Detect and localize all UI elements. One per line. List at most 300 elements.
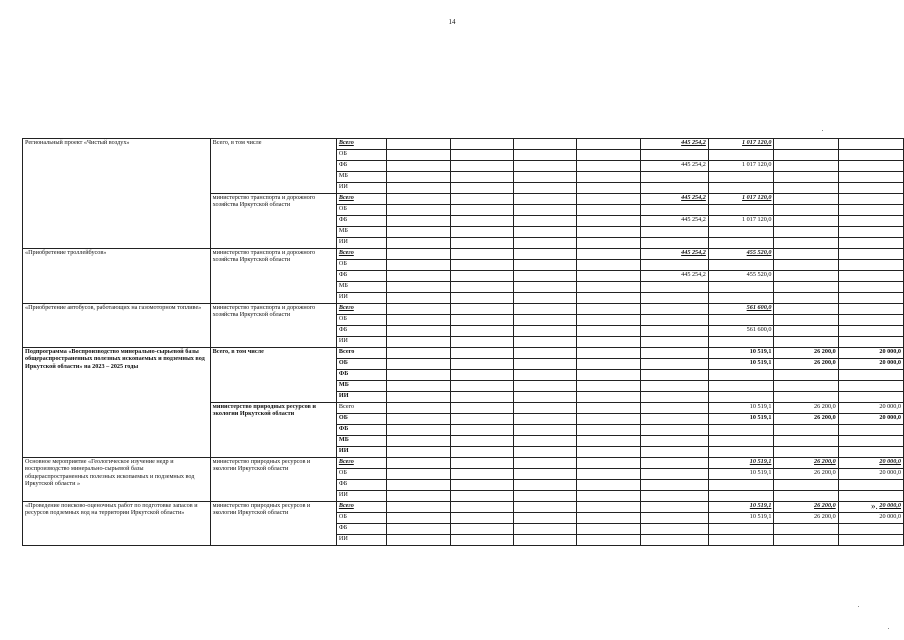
amount-cell: 10 519,1 (708, 359, 774, 370)
funding-source-cell: Всего (336, 348, 387, 359)
amount-cell: 20 000,0 (838, 403, 903, 414)
section-name-cell: Подпрограмма «Воспроизводство минерально-сырьевой базы общераспространенных полезных ископаемых и подземных вод Иркутской области» на 2023 – 2025 годы (23, 348, 211, 458)
amount-cell (450, 348, 513, 359)
amount-cell: 26 200,0 (774, 458, 838, 469)
amount-cell (450, 326, 513, 337)
amount-cell (450, 172, 513, 183)
amount-cell (708, 392, 774, 403)
amount-cell (577, 249, 640, 260)
amount-cell (514, 359, 577, 370)
amount-cell (774, 150, 838, 161)
amount-cell (387, 172, 450, 183)
amount-cell (774, 447, 838, 458)
amount-cell (514, 469, 577, 480)
amount-cell (640, 205, 708, 216)
funding-source-cell: ФБ (336, 480, 387, 491)
scan-speck (888, 628, 889, 629)
amount-cell: 26 200,0 (774, 502, 838, 513)
amount-cell (387, 447, 450, 458)
amount-cell (577, 381, 640, 392)
amount-cell (838, 337, 903, 348)
amount-cell (577, 271, 640, 282)
amount-cell (774, 293, 838, 304)
amount-cell (450, 425, 513, 436)
amount-cell (387, 348, 450, 359)
amount-cell (387, 370, 450, 381)
amount-cell: 20 000,0 (838, 469, 903, 480)
amount-cell (387, 458, 450, 469)
executor-cell: Всего, в том числе (210, 139, 336, 194)
amount-cell (838, 381, 903, 392)
funding-source-cell: МБ (336, 381, 387, 392)
amount-cell (708, 337, 774, 348)
funding-source-cell: ИИ (336, 491, 387, 502)
funding-source-cell: Всего (336, 194, 387, 205)
amount-cell (774, 139, 838, 150)
amount-cell (708, 227, 774, 238)
amount-cell (450, 469, 513, 480)
amount-cell (838, 370, 903, 381)
amount-cell (387, 227, 450, 238)
amount-cell (838, 260, 903, 271)
amount-cell (387, 216, 450, 227)
amount-cell (514, 150, 577, 161)
amount-cell (774, 260, 838, 271)
amount-cell (838, 535, 903, 546)
amount-cell (640, 359, 708, 370)
budget-table (22, 138, 904, 546)
amount-cell (640, 513, 708, 524)
funding-source-cell: ИИ (336, 337, 387, 348)
amount-cell (450, 502, 513, 513)
amount-cell (577, 205, 640, 216)
amount-cell (774, 326, 838, 337)
amount-cell (708, 293, 774, 304)
amount-cell (514, 183, 577, 194)
amount-cell (514, 403, 577, 414)
amount-cell (708, 183, 774, 194)
amount-cell (577, 524, 640, 535)
funding-source-cell: ИИ (336, 447, 387, 458)
section-name-cell: Региональный проект «Чистый воздух» (23, 139, 211, 249)
amount-cell (640, 414, 708, 425)
amount-cell (387, 502, 450, 513)
amount-cell (577, 469, 640, 480)
amount-cell (514, 227, 577, 238)
amount-cell (774, 304, 838, 315)
amount-cell: 445 254,2 (640, 271, 708, 282)
amount-cell (577, 370, 640, 381)
funding-source-cell: Всего (336, 502, 387, 513)
amount-cell (387, 337, 450, 348)
amount-cell (708, 150, 774, 161)
amount-cell (387, 139, 450, 150)
amount-cell (450, 161, 513, 172)
amount-cell (387, 205, 450, 216)
amount-cell (774, 183, 838, 194)
amount-cell (514, 337, 577, 348)
amount-cell (708, 524, 774, 535)
funding-source-cell: ОБ (336, 513, 387, 524)
closing-quote-mark: ». (871, 501, 878, 511)
amount-cell (708, 370, 774, 381)
funding-source-cell: Всего (336, 403, 387, 414)
amount-cell (640, 403, 708, 414)
amount-cell: 20 000,0 (838, 414, 903, 425)
amount-cell (514, 315, 577, 326)
amount-cell: 10 519,1 (708, 502, 774, 513)
amount-cell (387, 161, 450, 172)
amount-cell: 26 200,0 (774, 348, 838, 359)
amount-cell (838, 205, 903, 216)
amount-cell (387, 403, 450, 414)
executor-cell: министерство транспорта и дорожного хозяйства Иркутской области (210, 194, 336, 249)
amount-cell (640, 183, 708, 194)
amount-cell (514, 436, 577, 447)
amount-cell: 10 519,1 (708, 414, 774, 425)
amount-cell: 455 520,0 (708, 271, 774, 282)
amount-cell (774, 282, 838, 293)
amount-cell: 10 519,1 (708, 513, 774, 524)
amount-cell (708, 205, 774, 216)
funding-source-cell: ФБ (336, 425, 387, 436)
amount-cell: 26 200,0 (774, 359, 838, 370)
amount-cell (838, 436, 903, 447)
amount-cell (387, 436, 450, 447)
amount-cell (514, 205, 577, 216)
table-row (23, 458, 904, 469)
section-name-cell: «Приобретение автобусов, работающих на газомоторном топливе» (23, 304, 211, 348)
amount-cell (838, 139, 903, 150)
amount-cell (577, 458, 640, 469)
amount-cell (514, 139, 577, 150)
funding-source-cell: ОБ (336, 260, 387, 271)
amount-cell (640, 381, 708, 392)
funding-source-cell: ОБ (336, 205, 387, 216)
amount-cell (774, 392, 838, 403)
amount-cell (708, 282, 774, 293)
amount-cell: 1 017 120,0 (708, 139, 774, 150)
amount-cell (838, 194, 903, 205)
amount-cell (640, 370, 708, 381)
amount-cell (838, 227, 903, 238)
amount-cell (450, 315, 513, 326)
amount-cell (387, 260, 450, 271)
amount-cell (838, 425, 903, 436)
amount-cell (387, 194, 450, 205)
amount-cell (774, 381, 838, 392)
amount-cell (774, 535, 838, 546)
funding-source-cell: ФБ (336, 524, 387, 535)
amount-cell (577, 414, 640, 425)
amount-cell (577, 172, 640, 183)
amount-cell (640, 282, 708, 293)
amount-cell: 10 519,1 (708, 348, 774, 359)
amount-cell (640, 458, 708, 469)
amount-cell (514, 502, 577, 513)
amount-cell (838, 293, 903, 304)
amount-cell (387, 304, 450, 315)
amount-cell (450, 524, 513, 535)
amount-cell (708, 491, 774, 502)
amount-cell (514, 381, 577, 392)
funding-source-cell: ИИ (336, 535, 387, 546)
funding-source-cell: ОБ (336, 150, 387, 161)
amount-cell (514, 238, 577, 249)
executor-cell: министерство природных ресурсов и экологии Иркутской области (210, 502, 336, 546)
amount-cell (450, 293, 513, 304)
amount-cell (387, 150, 450, 161)
amount-cell (577, 491, 640, 502)
amount-cell (838, 304, 903, 315)
amount-cell (514, 172, 577, 183)
amount-cell (514, 216, 577, 227)
amount-cell (577, 304, 640, 315)
amount-cell (387, 480, 450, 491)
amount-cell (450, 227, 513, 238)
amount-cell (514, 447, 577, 458)
amount-cell (514, 480, 577, 491)
amount-cell (838, 249, 903, 260)
amount-cell (450, 381, 513, 392)
funding-source-cell: ИИ (336, 238, 387, 249)
amount-cell (387, 469, 450, 480)
amount-cell (387, 425, 450, 436)
page-number: 14 (448, 18, 456, 26)
amount-cell (387, 392, 450, 403)
amount-cell (577, 348, 640, 359)
amount-cell (450, 359, 513, 370)
amount-cell (838, 315, 903, 326)
scan-speck (858, 606, 859, 607)
section-name-cell: Основное мероприятие «Геологическое изучение недр и воспроизводство минерально-сырьевой базы общераспространенных полезных ископаемых и подземных вод Иркутской области » (23, 458, 211, 502)
amount-cell (774, 238, 838, 249)
funding-source-cell: МБ (336, 282, 387, 293)
amount-cell (577, 326, 640, 337)
amount-cell (450, 139, 513, 150)
amount-cell (450, 392, 513, 403)
amount-cell (577, 150, 640, 161)
amount-cell (708, 172, 774, 183)
funding-source-cell: Всего (336, 304, 387, 315)
amount-cell (450, 271, 513, 282)
amount-cell (774, 216, 838, 227)
amount-cell (774, 249, 838, 260)
amount-cell (387, 238, 450, 249)
amount-cell (514, 282, 577, 293)
amount-cell (577, 161, 640, 172)
amount-cell: 561 600,0 (708, 326, 774, 337)
amount-cell (514, 414, 577, 425)
funding-source-cell: Всего (336, 139, 387, 150)
amount-cell (387, 293, 450, 304)
amount-cell: 26 200,0 (774, 403, 838, 414)
amount-cell (640, 304, 708, 315)
funding-source-cell: ФБ (336, 370, 387, 381)
amount-cell (838, 271, 903, 282)
amount-cell (774, 370, 838, 381)
funding-source-cell: ИИ (336, 293, 387, 304)
amount-cell (450, 480, 513, 491)
amount-cell (514, 194, 577, 205)
amount-cell (640, 392, 708, 403)
funding-source-cell: Всего (336, 249, 387, 260)
amount-cell (577, 425, 640, 436)
table-row (23, 139, 904, 150)
funding-source-cell: ИИ (336, 183, 387, 194)
amount-cell: 20 000,0 (838, 359, 903, 370)
amount-cell (450, 513, 513, 524)
amount-cell (640, 524, 708, 535)
amount-cell: 1 017 120,0 (708, 161, 774, 172)
amount-cell (450, 447, 513, 458)
amount-cell: 26 200,0 (774, 414, 838, 425)
amount-cell (708, 425, 774, 436)
funding-source-cell: Всего (336, 458, 387, 469)
amount-cell: 10 519,1 (708, 403, 774, 414)
amount-cell (577, 238, 640, 249)
amount-cell (640, 172, 708, 183)
amount-cell (450, 403, 513, 414)
amount-cell (514, 458, 577, 469)
amount-cell (450, 205, 513, 216)
amount-cell (450, 304, 513, 315)
amount-cell: 445 254,2 (640, 194, 708, 205)
amount-cell (640, 425, 708, 436)
amount-cell (774, 480, 838, 491)
amount-cell (577, 315, 640, 326)
amount-cell (577, 513, 640, 524)
amount-cell: 10 519,1 (708, 469, 774, 480)
amount-cell (450, 249, 513, 260)
amount-cell (838, 392, 903, 403)
amount-cell (450, 183, 513, 194)
amount-cell (774, 524, 838, 535)
amount-cell (640, 150, 708, 161)
amount-cell (838, 491, 903, 502)
amount-cell (450, 458, 513, 469)
amount-cell: 20 000,0 (838, 458, 903, 469)
amount-cell (387, 282, 450, 293)
amount-cell (514, 491, 577, 502)
amount-cell (577, 194, 640, 205)
executor-cell: министерство транспорта и дорожного хозяйства Иркутской области (210, 304, 336, 348)
amount-cell (708, 238, 774, 249)
amount-cell (450, 260, 513, 271)
table-row (23, 249, 904, 260)
amount-cell (640, 535, 708, 546)
amount-cell (838, 447, 903, 458)
amount-cell (577, 436, 640, 447)
amount-cell (450, 282, 513, 293)
amount-cell (387, 381, 450, 392)
amount-cell (774, 172, 838, 183)
amount-cell (640, 227, 708, 238)
amount-cell (387, 249, 450, 260)
amount-cell (774, 436, 838, 447)
amount-cell (577, 403, 640, 414)
amount-cell (774, 491, 838, 502)
amount-cell (577, 216, 640, 227)
funding-source-cell: ИИ (336, 392, 387, 403)
amount-cell (838, 524, 903, 535)
amount-cell: 445 254,2 (640, 216, 708, 227)
funding-source-cell: МБ (336, 436, 387, 447)
amount-cell (450, 238, 513, 249)
amount-cell (514, 348, 577, 359)
amount-cell (450, 414, 513, 425)
amount-cell (514, 293, 577, 304)
amount-cell (640, 337, 708, 348)
amount-cell (640, 491, 708, 502)
amount-cell (577, 183, 640, 194)
amount-cell (640, 469, 708, 480)
amount-cell (708, 315, 774, 326)
amount-cell (774, 205, 838, 216)
amount-cell (838, 238, 903, 249)
funding-source-cell: ОБ (336, 359, 387, 370)
funding-source-cell: ФБ (336, 271, 387, 282)
amount-cell (577, 293, 640, 304)
amount-cell (387, 414, 450, 425)
amount-cell (514, 524, 577, 535)
amount-cell (774, 337, 838, 348)
amount-cell (514, 326, 577, 337)
amount-cell (387, 183, 450, 194)
amount-cell: 561 600,0 (708, 304, 774, 315)
amount-cell (640, 447, 708, 458)
amount-cell (577, 535, 640, 546)
amount-cell (640, 348, 708, 359)
funding-source-cell: ФБ (336, 216, 387, 227)
amount-cell (387, 535, 450, 546)
amount-cell (450, 370, 513, 381)
amount-cell (514, 271, 577, 282)
amount-cell (387, 359, 450, 370)
amount-cell: 445 254,2 (640, 139, 708, 150)
amount-cell (450, 337, 513, 348)
amount-cell (387, 513, 450, 524)
amount-cell (577, 337, 640, 348)
section-name-cell: «Проведение поисково-оценочных работ по подготовке запасов и ресурсов подземных вод на территории Иркутской области» (23, 502, 211, 546)
funding-source-cell: МБ (336, 227, 387, 238)
amount-cell (514, 535, 577, 546)
executor-cell: Всего, в том числе (210, 348, 336, 403)
amount-cell (640, 315, 708, 326)
amount-cell: 455 520,0 (708, 249, 774, 260)
amount-cell (838, 282, 903, 293)
amount-cell (838, 172, 903, 183)
amount-cell (640, 238, 708, 249)
amount-cell (774, 271, 838, 282)
amount-cell (838, 150, 903, 161)
amount-cell (450, 436, 513, 447)
amount-cell (838, 216, 903, 227)
funding-source-cell: ОБ (336, 469, 387, 480)
amount-cell (450, 535, 513, 546)
funding-source-cell: ФБ (336, 326, 387, 337)
amount-cell (640, 293, 708, 304)
amount-cell (838, 326, 903, 337)
amount-cell (514, 513, 577, 524)
amount-cell (577, 502, 640, 513)
amount-cell: 445 254,2 (640, 161, 708, 172)
amount-cell (514, 161, 577, 172)
amount-cell (387, 524, 450, 535)
amount-cell (387, 271, 450, 282)
amount-cell (514, 392, 577, 403)
amount-cell (640, 260, 708, 271)
